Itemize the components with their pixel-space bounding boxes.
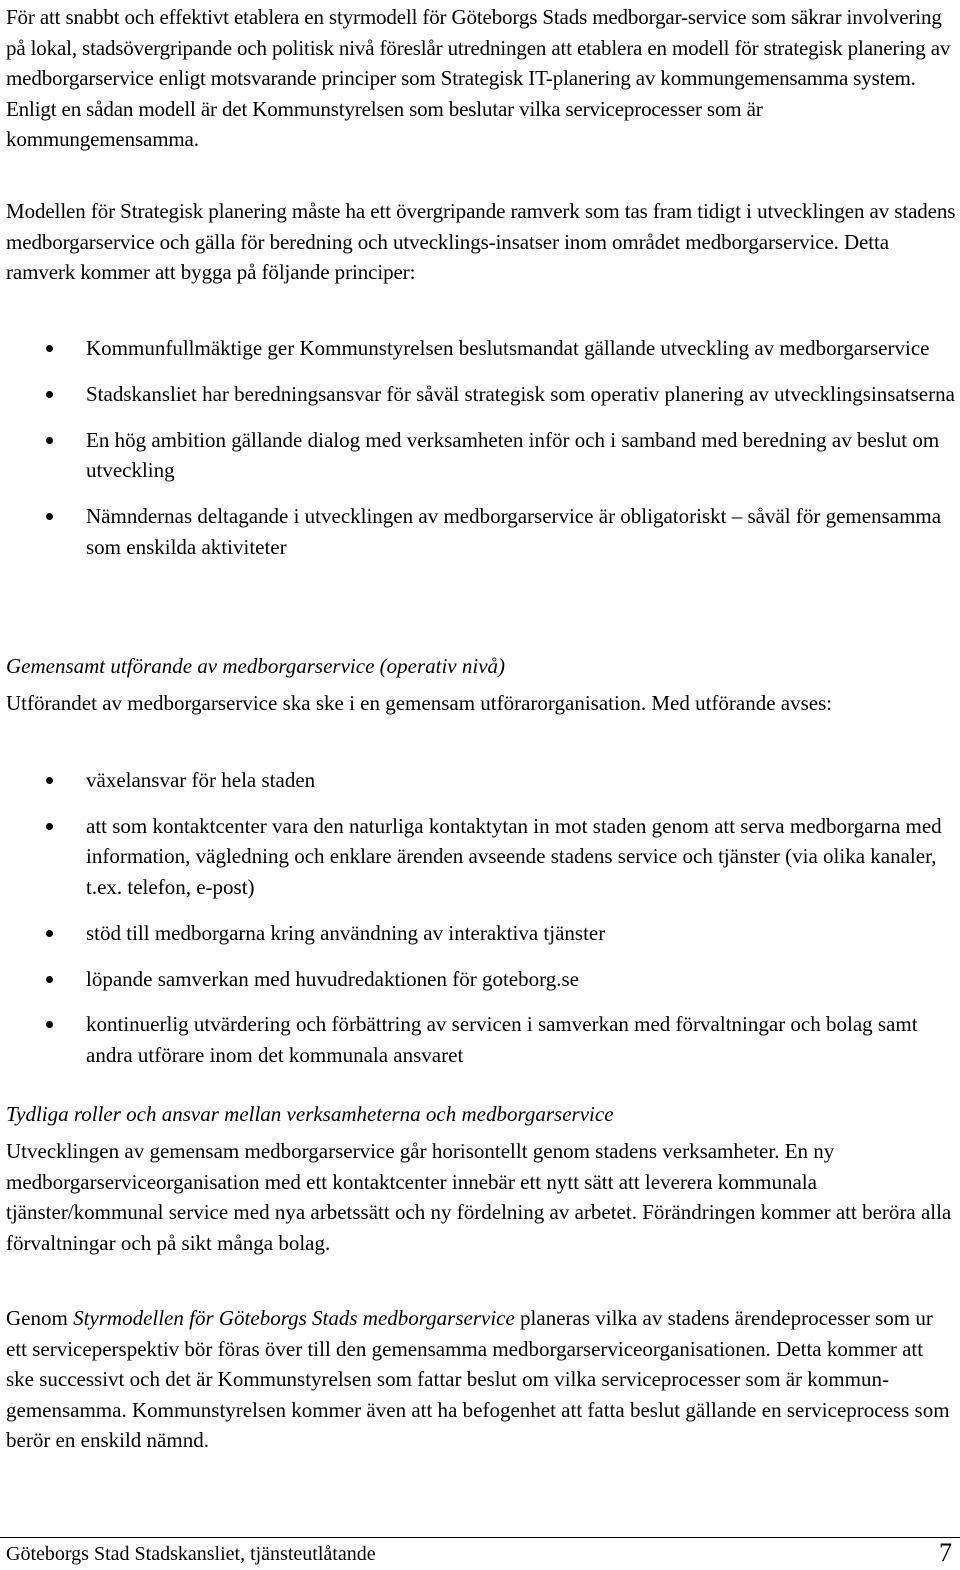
list-item-text: Stadskansliet har beredningsansvar för såväl strategisk som operativ planering av utvecklingsinsatserna bbox=[86, 381, 955, 406]
bullet-icon bbox=[46, 976, 53, 983]
duties-list bbox=[6, 765, 956, 1086]
bullet-icon bbox=[46, 777, 53, 784]
paragraph-utforandet: Utförandet av medborgarservice ska ske i en gemensam utförarorganisation. Med utförande avses: bbox=[6, 691, 833, 715]
footer-divider bbox=[0, 1537, 960, 1538]
bullet-icon bbox=[46, 513, 53, 520]
paragraph-strategisk-planering: Modellen för Strategisk planering måste ha ett övergripande ramverk som tas fram tidigt i utvecklingen av stadens medborgarservice och gälla för beredning och utvecklings-insatser inom området medborgarservice. Detta ramverk kommer att bygga på följande principer: bbox=[6, 199, 956, 285]
list-item bbox=[6, 501, 956, 562]
list-item bbox=[6, 765, 956, 796]
paragraph-styrmodell: För att snabbt och effektivt etablera en styrmodell för Göteborgs Stads medborgar-service som säkrar involvering på lokal, stadsövergripande och politisk nivå föreslår utredningen att etablera en modell för strategisk planering av medborgarservice enligt motsvarande principer som Strategisk IT-planering av kommungemensamma system. Enligt en sådan modell är det Kommunstyrelsen som beslutar vilka serviceprocesser som är kommungemensamma. bbox=[6, 5, 951, 152]
bullet-icon bbox=[46, 1021, 53, 1028]
list-item-text: En hög ambition gällande dialog med verksamheten inför och i samband med beredning av beslut om utveckling bbox=[86, 427, 940, 483]
list-item-text: växelansvar för hela staden bbox=[86, 768, 316, 792]
section-heading-roller-och-ansvar: Tydliga roller och ansvar mellan verksamheterna och medborgarservice bbox=[6, 1102, 614, 1126]
list-item-text: stöd till medborgarna kring användning av interaktiva tjänster bbox=[86, 920, 606, 945]
bullet-icon bbox=[46, 930, 53, 937]
list-item-text: löpande samverkan med huvudredaktionen för goteborg.se bbox=[86, 966, 579, 991]
list-item-text: Kommunfullmäktige ger Kommunstyrelsen beslutsmandat gällande utveckling av medborgarservice bbox=[86, 336, 930, 360]
bullet-icon bbox=[46, 437, 53, 444]
italic-title: Styrmodellen för Göteborgs Stads medborgarservice bbox=[73, 1306, 515, 1330]
list-item bbox=[6, 379, 956, 410]
list-item-text: att som kontaktcenter vara den naturliga kontaktytan in mot staden genom att serva medborgarna med information, vägledning och enklare ärenden avseende stadens service och tjänster (via olika kanaler, t.ex. telefon, e-post) bbox=[86, 813, 942, 899]
paragraph-text: Genom bbox=[6, 1306, 74, 1330]
bullet-icon bbox=[46, 345, 53, 352]
list-item bbox=[6, 918, 956, 949]
list-item bbox=[6, 425, 956, 486]
list-item bbox=[6, 333, 956, 364]
footer-organization: Göteborgs Stad Stadskansliet, tjänsteutlåtande bbox=[6, 1543, 376, 1565]
list-item-text: kontinuerlig utvärdering och förbättring av servicen i samverkan med förvaltningar och bolag samt andra utförare inom det kommunala ansvaret bbox=[86, 1012, 918, 1067]
list-item bbox=[6, 1009, 956, 1070]
list-item-text: Nämndernas deltagande i utvecklingen av medborgarservice är obligatoriskt – såväl för gemensamma som enskilda aktiviteter bbox=[86, 503, 942, 559]
paragraph-genom-styrmodellen bbox=[6, 1303, 956, 1456]
principles-list bbox=[6, 333, 956, 577]
bullet-icon bbox=[46, 391, 53, 398]
list-item bbox=[6, 811, 956, 903]
paragraph-text: planeras vilka av stadens ärendeprocesser som ur ett serviceperspektiv bör föras över till den gemensamma medborgarserviceorganisationen. Detta kommer att ske successivt och det är Kommunstyrelsen som fattar beslut om vilka serviceprocesser som är kommun-gemensamma. Kommunstyrelsen kommer även att ha befogenhet att fatta beslut gällande en serviceprocess som berör en enskild nämnd. bbox=[6, 1306, 950, 1453]
section-heading-gemensamt-utforande: Gemensamt utförande av medborgarservice (operativ nivå) bbox=[6, 654, 506, 678]
bullet-icon bbox=[46, 823, 53, 830]
list-item bbox=[6, 964, 956, 995]
page-number: 7 bbox=[939, 1538, 952, 1567]
paragraph-utvecklingen: Utvecklingen av gemensam medborgarservice går horisontellt genom stadens verksamheter. En ny medborgarserviceorganisation med ett kontaktcenter innebär ett nytt sätt att leverera kommunala tjänster/kommunal service med nya arbetssätt och ny fördelning av arbetet. Förändringen kommer att beröra alla förvaltningar och på sikt många bolag. bbox=[6, 1139, 952, 1255]
